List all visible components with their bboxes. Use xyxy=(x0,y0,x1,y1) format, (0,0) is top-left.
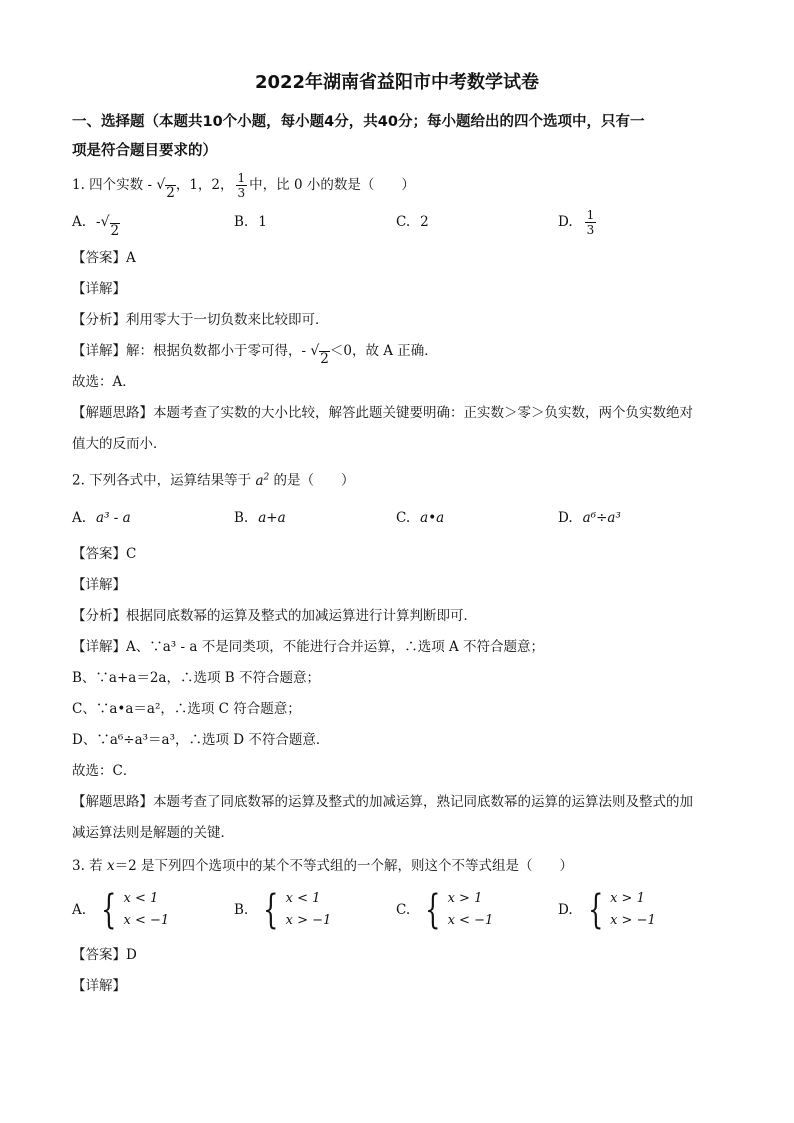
q2-detail-c: C、∵a•a＝a²，∴选项 C 符合题意； xyxy=(72,700,301,717)
a-squared: $a^2$ xyxy=(255,472,270,489)
q3-option-d: D. { x > 1 x > −1 xyxy=(558,886,656,933)
q3-options xyxy=(72,888,722,932)
brace-symbol: { xyxy=(263,886,279,933)
q1-detail: 【详解】解：根据负数都小于零可得，- √ 2 ＜0，故 A 正确． xyxy=(72,336,722,367)
q3-option-a: A. { x < 1 x < −1 xyxy=(72,886,170,933)
q1-choose: 故选：A． xyxy=(72,374,136,390)
section-heading xyxy=(72,108,722,166)
sqrt-symbol: √ 2 xyxy=(156,177,175,201)
fraction: $\frac{1}{3}$ xyxy=(237,171,246,200)
q2-analysis: 【分析】根据同底数幂的运算及整式的加减运算进行计算判断即可． xyxy=(72,607,477,624)
q1-stem: 1. 四个实数 - √ 2 ，1，2， $\frac{1}{3}$ 中，比 0 小的数是（ ） xyxy=(72,171,415,201)
q1-answer: 【答案】A xyxy=(72,250,136,266)
q3-detail-heading: 【详解】 xyxy=(72,977,126,994)
q1-option-a: A. - √ 2 xyxy=(72,205,234,239)
brace-symbol: { xyxy=(587,886,604,933)
q2-choose: 故选：C． xyxy=(72,762,137,779)
exam-page xyxy=(72,68,722,1002)
q2-thinking: 【解题思路】本题考查了同底数幂的运算及整式的加减运算，熟记同底数幂的运算的运算法则及整式的加 减运算法则是解题的关键． xyxy=(72,793,693,841)
q3-answer: 【答案】D xyxy=(72,946,137,963)
q1-option-b: B. 1 xyxy=(234,214,267,230)
sqrt-symbol: √ 2 xyxy=(310,343,329,367)
q2-option-d: D. a⁶÷a³ xyxy=(558,509,621,526)
q2-detail-a: 【详解】A、∵a³ - a 不是同类项，不能进行合并运算，∴选项 A 不符合题意； xyxy=(72,638,545,655)
q3-option-b: B. { x < 1 x > −1 xyxy=(234,886,332,933)
section-heading-line2: 项是符合题目要求的） xyxy=(72,143,217,159)
section-heading-line1: 一、选择题（本题共10个小题，每小题4分，共40分；每小题给出的四个选项中，只有一 xyxy=(72,114,645,130)
q2-detail-d: D、∵a⁶÷a³＝a³，∴选项 D 不符合题意． xyxy=(72,731,330,748)
q2-stem: 2. 下列各式中，运算结果等于 $a^2$ 的是（ ） xyxy=(72,472,355,489)
q1-thinking: 【解题思路】本题考查了实数的大小比较，解答此题关键要明确：正实数＞零＞负实数，两个负实数绝对 值大的反而小． xyxy=(72,405,693,452)
q2-option-c: C. a•a xyxy=(396,509,445,526)
q2-options xyxy=(72,501,722,535)
q3-stem: 3. 若 x＝2 是下列四个选项中的某个不等式组的一个解，则这个不等式组是（ ） xyxy=(72,857,573,874)
q1-analysis: 【分析】利用零大于一切负数来比较即可． xyxy=(72,312,329,328)
brace-symbol: { xyxy=(101,886,117,933)
q1-detail-heading: 【详解】 xyxy=(72,281,126,297)
brace-symbol: { xyxy=(425,886,441,933)
q2-option-a: A. a³ - a xyxy=(72,509,131,526)
q2-detail-b: B、∵a+a＝2a，∴选项 B 不符合题意； xyxy=(72,669,320,686)
page-title: 2022年湖南省益阳市中考数学试卷 xyxy=(254,72,540,93)
q3-option-c: C. { x > 1 x < −1 xyxy=(396,886,494,933)
q1-option-c: C. 2 xyxy=(396,214,429,230)
q2-option-b: B. a+a xyxy=(234,509,286,526)
q2-answer: 【答案】C xyxy=(72,545,137,562)
fraction: $\frac{1}{3}$ xyxy=(586,207,595,237)
q1-option-d: D. $\frac{1}{3}$ xyxy=(558,207,595,237)
q1-options xyxy=(72,205,722,239)
q2-detail-heading: 【详解】 xyxy=(72,576,126,593)
sqrt-symbol: √ 2 xyxy=(100,214,120,239)
